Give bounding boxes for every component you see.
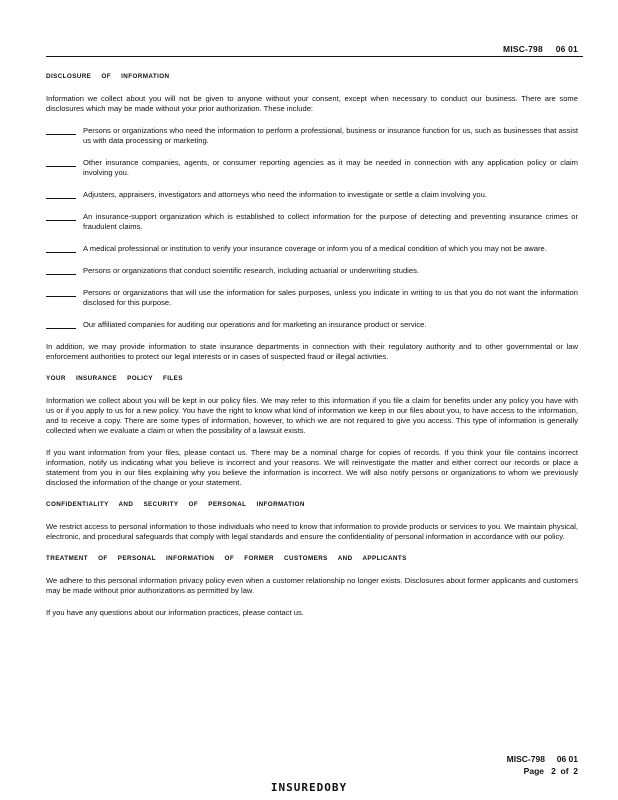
disclosure-item-text: Other insurance companies, agents, or consumer reporting agencies as it may be needed in connection with any application policy or claim involving you. — [83, 158, 578, 177]
disclosure-item-text: Persons or organizations who need the information to perform a professional, business or insurance function for us, such as businesses that assist us with data processing or marketing. — [83, 126, 578, 145]
header-rule — [46, 56, 583, 57]
form-code-footer: MISC-798 06 01 — [506, 754, 578, 764]
checkbox-blank — [46, 244, 76, 253]
section-heading-confidentiality: CONFIDENTIALITY AND SECURITY OF PERSONAL INFORMATION — [46, 501, 305, 508]
disclosure-intro: Information we collect about you will not be given to anyone without your consent, except when necessary to conduct our business. There are some disclosures which may be made without your prior authorization. These include: — [46, 94, 578, 113]
disclosure-item-text: Adjusters, appraisers, investigators and attorneys who need the information to investigate or settle a claim involving you. — [83, 190, 487, 199]
disclosure-item — [46, 288, 578, 308]
checkbox-blank — [46, 266, 76, 275]
confidentiality-para: We restrict access to personal information to those individuals who need to know that information to provide products or services to you. We maintain physical, electronic, and procedural safeguards that comply with legal standards and ensure the confidentiality of personal information in accordance with our policy. — [46, 522, 578, 541]
page-number: Page 2 of 2 — [523, 766, 578, 776]
checkbox-blank — [46, 158, 76, 167]
questions-para: If you have any questions about our information practices, please contact us. — [46, 608, 304, 617]
policy-files-para-2: If you want information from your files, please contact us. There may be a nominal charge for copies of records. If you think your file contains incorrect information, notify us indicating what you believe is incorrect and your reasons. We will reinvestigate the matter and either correct our records or place a statement from you in our files explaining why you believe the information is incorrect. We will also notify persons or organizations to whom we previously disclosed the information of the change or your statement. — [46, 448, 578, 487]
form-code-header: MISC-798 06 01 — [503, 44, 578, 54]
section-heading-policy-files: YOUR INSURANCE POLICY FILES — [46, 375, 183, 382]
disclosure-item — [46, 212, 578, 232]
checkbox-blank — [46, 320, 76, 329]
checkbox-blank — [46, 126, 76, 135]
checkbox-blank — [46, 190, 76, 199]
disclosure-item — [46, 266, 578, 276]
disclosure-item — [46, 158, 578, 178]
disclosure-item — [46, 126, 578, 146]
treatment-para: We adhere to this personal information privacy policy even when a customer relationship no longer exists. Disclosures about former applicants and customers may be made without prior authorizations as permitted by law. — [46, 576, 578, 595]
policy-files-para-1: Information we collect about you will be kept in our policy files. We may refer to this information if you file a claim for benefits under any policy you have with us or if you apply to us for a new policy. You have the right to know what kind of information we keep in our files about you, to have access to the information, and to receive a copy. There are some types of information, however, to which we are not required to give you access. This type of information is generally collected when we evaluate a claim or when the possibility of a lawsuit exists. — [46, 396, 578, 435]
section-heading-disclosure: DISCLOSURE OF INFORMATION — [46, 73, 170, 80]
section-heading-treatment: TREATMENT OF PERSONAL INFORMATION OF FORMER CUSTOMERS AND APPLICANTS — [46, 555, 407, 562]
disclosure-item-text: Persons or organizations that conduct scientific research, including actuarial or underwriting studies. — [83, 266, 419, 275]
disclosure-item-text: A medical professional or institution to verify your insurance coverage or inform you of a medical condition of which you may not be aware. — [83, 244, 547, 253]
brand-mark: INSUREDOBY — [270, 781, 348, 794]
disclosure-item-text: Our affiliated companies for auditing our operations and for marketing an insurance product or service. — [83, 320, 427, 329]
footer — [507, 753, 578, 777]
disclosure-item-text: An insurance-support organization which is established to collect information for the purpose of detecting and preventing insurance crimes or fraudulent claims. — [83, 212, 578, 231]
disclosure-item — [46, 244, 578, 254]
checkbox-blank — [46, 288, 76, 297]
document-body — [46, 72, 578, 630]
disclosure-item-text: Persons or organizations that will use the information for sales purposes, unless you indicate in writing to us that you do not want the information disclosed for this purpose. — [83, 288, 578, 307]
disclosure-closing: In addition, we may provide information to state insurance departments in connection with their regulatory authority and to other governmental or law enforcement authorities to protect our legal interests or in cases of suspected fraud or illegal activities. — [46, 342, 578, 361]
disclosure-item — [46, 320, 578, 330]
checkbox-blank — [46, 212, 76, 221]
disclosure-item — [46, 190, 578, 200]
